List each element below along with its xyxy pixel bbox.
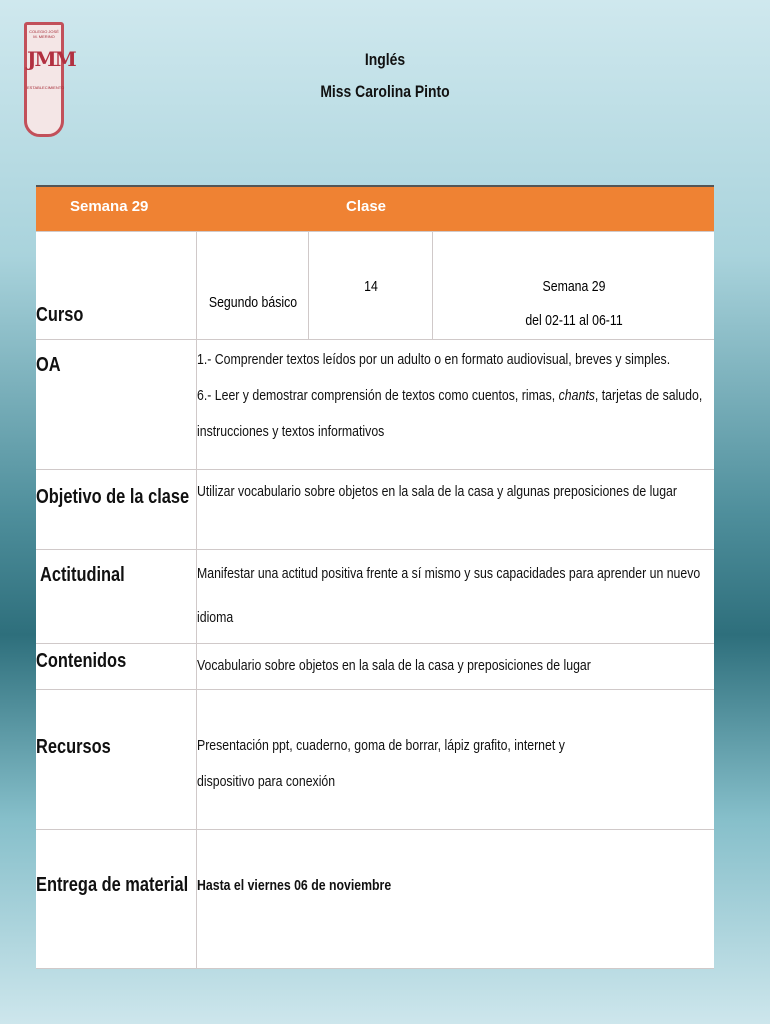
oa-value [196,340,714,469]
recursos-label: Recursos [36,736,111,758]
recursos-value [196,690,714,829]
recursos-line-1: Presentación ppt, cuaderno, goma de borrar, lápiz grafito, internet y [197,737,565,754]
entrega-value [196,830,714,968]
objetivo-label: Objetivo de la clase [36,486,190,508]
school-logo [24,22,75,137]
oa-line-3: instrucciones y textos informativos [197,423,385,440]
logo-top-text: COLEGIO JOSÉ M. MERINO [29,29,59,39]
entrega-text: Hasta el viernes 06 de noviembre [197,877,392,894]
actitudinal-line-1: Manifestar una actitud positiva frente a sí mismo y sus capacidades para aprender un nuevo [197,565,701,582]
oa-line-1: 1.- Comprender textos leídos por un adulto o en formato audiovisual, breves y simples. [197,351,671,368]
class-header: Clase [346,198,387,215]
week-cell [432,232,715,339]
entrega-row [36,830,714,969]
page-header [69,44,700,108]
entrega-label: Entrega de material [36,874,189,896]
week-header: Semana 29 [70,198,149,215]
recursos-line-2: dispositivo para conexión [197,773,336,790]
week-text: Semana 29 [542,278,606,295]
contenidos-text: Vocabulario sobre objetos en la sala de la casa y preposiciones de lugar [197,657,591,674]
level-text: Segundo básico [208,294,298,311]
recursos-row [36,690,714,830]
actitudinal-row [36,550,714,644]
lesson-table [36,185,714,969]
table-header-row [36,187,714,232]
level-cell [196,232,309,339]
number-cell [308,232,433,339]
oa-row [36,340,714,470]
actitudinal-value [196,550,714,643]
oa-label: OA [36,354,61,376]
objetivo-value [196,470,714,549]
dates-text: del 02-11 al 06-11 [525,312,623,329]
class-number: 14 [364,278,378,295]
subject-title: Inglés [364,50,406,69]
teacher-name: Miss Carolina Pinto [320,82,450,101]
curso-row [36,232,714,340]
logo-monogram: JMM [27,47,75,71]
objetivo-row [36,470,714,550]
contenidos-row [36,644,714,690]
oa-line-2: 6.- Leer y demostrar comprensión de textos como cuentos, rimas, chants, tarjetas de saludo, [197,387,703,404]
actitudinal-label: Actitudinal [40,564,125,586]
contenidos-value [196,644,714,689]
contenidos-label: Contenidos [36,650,127,672]
actitudinal-line-2: idioma [197,609,234,626]
curso-label: Curso [36,304,84,326]
logo-bottom-text: ESTABLECIMIENTO [27,85,65,90]
objetivo-text: Utilizar vocabulario sobre objetos en la sala de la casa y algunas preposiciones de lugar [197,483,677,500]
